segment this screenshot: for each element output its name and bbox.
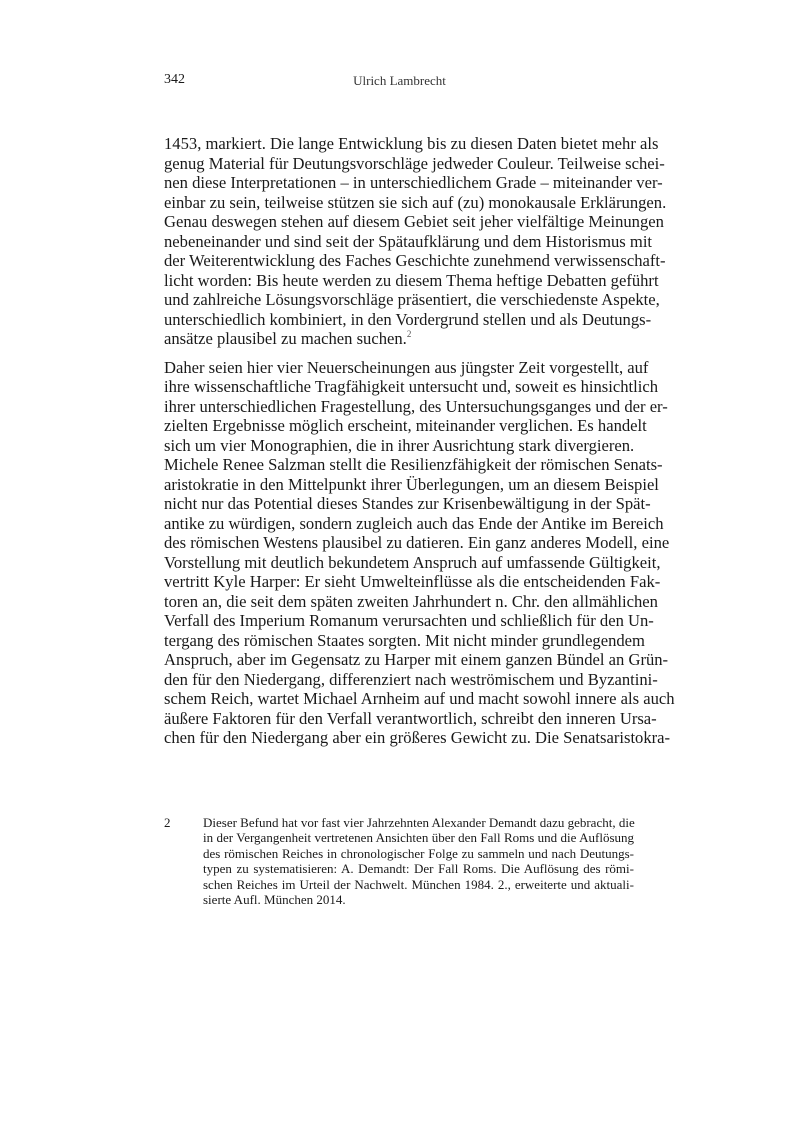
text-line [164,572,661,592]
page-number: 342 [164,72,185,87]
line-text: der Weiterentwicklung des Faches Geschichte zunehmend verwissenschaft- [164,251,666,270]
line-text: unterschiedlich kombiniert, in den Vordergrund stellen und als Deutungs- [164,309,652,329]
footnote-line: in der Vergangenheit vertretenen Ansichten über den Fall Roms und die Auflösung [203,830,634,846]
text-line [164,533,670,553]
line-text: vertritt Kyle Harper: Er sieht Umwelteinflüsse als die entscheidenden Fak- [164,572,661,591]
text-line [164,290,660,310]
text-line [164,134,659,154]
line-text: antike zu würdigen, sondern zugleich auch das Ende der Antike im Bereich [164,513,664,533]
line-text: nebeneinander und sind seit der Spätaufklärung und dem Historismus mit [164,231,653,251]
footnote-line: typen zu systematisieren: A. Demandt: Der Fall Roms. Die Auflösung des römi- [203,861,634,877]
text-line [164,513,664,534]
text-line [164,552,661,573]
line-text: sich um vier Monographien, die in ihrer Ausrichtung stark divergieren. [164,435,635,455]
line-text: den für den Niedergang, differenziert nach weströmischem und Byzantini- [164,669,658,689]
line-text: zielten Ergebnisse möglich erscheint, miteinander verglichen. Es handelt [164,416,647,435]
line-text: des römischen Westens plausibel zu datieren. Ein ganz anderes Modell, eine [164,533,670,552]
line-text: nicht nur das Potential dieses Standes zur Krisenbewältigung in der Spät- [164,494,651,513]
text-line [164,377,659,397]
footnote-text [203,815,634,907]
text-line [164,329,634,349]
line-text: Michele Renee Salzman stellt die Resilienzfähigkeit der römischen Senats- [164,455,663,474]
line-text: chen für den Niedergang aber ein größeres Gewicht zu. Die Senatsaristokra- [164,728,671,747]
line-text: toren an, die seit dem späten zweiten Jahrhundert n. Chr. den allmählichen [164,591,658,611]
line-text: 1453, markiert. Die lange Entwicklung bis zu diesen Daten bietet mehr als [164,134,659,153]
text-line [164,728,671,748]
text-line [164,357,649,378]
line-text: schem Reich, wartet Michael Arnheim auf und macht sowohl innere als auch [164,689,675,708]
line-text: einbar zu sein, teilweise stützen sie sich auf (zu) monokausale Erklärungen. [164,192,667,212]
line-text: und zahlreiche Lösungsvorschläge präsentiert, die verschiedenste Aspekte, [164,290,660,309]
text-line [164,689,675,709]
text-line [164,591,658,612]
line-text: Daher seien hier vier Neuerscheinungen aus jüngster Zeit vorgestellt, auf [164,357,649,377]
text-line [164,416,647,436]
line-text: nen diese Interpretationen – in unterschiedlichem Grade – miteinander ver- [164,173,663,192]
text-line [164,192,667,213]
line-text: aristokratie in den Mittelpunkt ihrer Überlegungen, um an diesem Beispiel [164,474,659,494]
paragraph [164,357,675,748]
text-line [164,173,663,193]
running-head: Ulrich Lambrecht [353,73,446,88]
line-text: äußere Faktoren für den Verfall verantwortlich, schreibt den inneren Ursa- [164,708,657,728]
footnote-number: 2 [164,815,171,830]
footnote-line: Dieser Befund hat vor fast vier Jahrzehnten Alexander Demandt dazu gebracht, die [203,815,635,830]
text-line [164,630,645,651]
footnote-line: des römischen Reiches in chronologischer Folge zu sammeln und nach Deutungs- [203,845,634,861]
text-line [164,436,634,456]
text-line [164,669,658,690]
footnote-reference[interactable]: 2 [406,329,412,339]
text-line [164,396,668,417]
body-text [164,134,675,757]
text-line [164,611,654,631]
text-line [164,455,663,475]
text-line [164,212,664,232]
line-text: Anspruch, aber im Gegensatz zu Harper mit einem ganzen Bündel an Grün- [164,650,669,669]
line-text: ihrer unterschiedlichen Fragestellung, des Untersuchungsganges und der er- [164,396,668,416]
line-text: tergang des römischen Staates sorgten. Mit nicht minder grundlegendem [164,630,645,650]
text-line [164,251,666,271]
text-line [164,708,657,729]
text-line [164,650,669,670]
text-line [164,474,659,495]
line-text: Genau deswegen stehen auf diesem Gebiet seit jeher vielfältige Meinungen [164,212,664,231]
line-text: Vorstellung mit deutlich bekundetem Anspruch auf umfassende Gültigkeit, [164,552,661,572]
paragraph [164,134,667,349]
footnote-line: schen Reiches im Urteil der Nachwelt. München 1984. 2., erweiterte und aktuali- [203,876,634,892]
footnote-line: sierte Aufl. München 2014. [203,891,346,907]
text-line [164,494,651,514]
text-line [164,270,659,291]
text-line [164,153,665,174]
line-text: Verfall des Imperium Romanum verursachten und schließlich für den Un- [164,611,654,630]
line-text: genug Material für Deutungsvorschläge jedweder Couleur. Teilweise schei- [164,153,665,173]
line-text: ansätze plausibel zu machen suchen. [164,329,407,348]
text-line [164,231,653,252]
line-text: ihre wissenschaftliche Tragfähigkeit untersucht und, soweit es hinsichtlich [164,377,659,396]
line-text: licht worden: Bis heute werden zu diesem Thema heftige Debatten geführt [164,270,659,290]
text-line [164,309,652,330]
